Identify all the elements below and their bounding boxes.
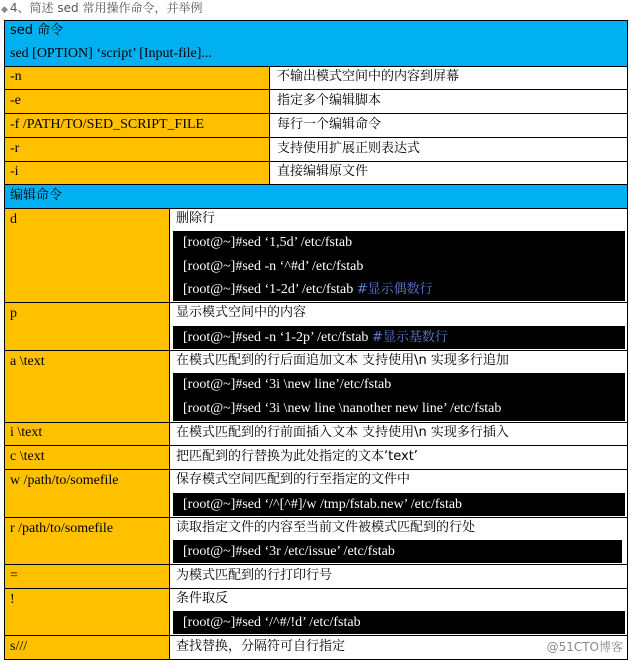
grid-line (4, 659, 628, 660)
code-text: [root@~]#sed ‘1-2d’ /etc/fstab (183, 282, 357, 297)
code-comment: #显示偶数行 (356, 282, 433, 297)
command-cell (4, 445, 169, 469)
grid-line (4, 208, 628, 209)
command-desc: 把匹配到的行替换为此处指定的文本‘text’ (176, 449, 418, 464)
grid-line (4, 588, 628, 589)
option-cell (4, 137, 269, 161)
grid-line (4, 350, 628, 351)
option-desc: 不输出模式空间中的内容到屏幕 (277, 69, 460, 84)
code-comment: #显示基数行 (371, 330, 448, 345)
code-line: [root@~]#sed ‘3r /etc/issue’ /etc/fstab (183, 544, 395, 559)
grid-line (4, 635, 628, 636)
grid-line (4, 517, 628, 518)
command-desc: 查找替换，分隔符可自行指定 (176, 639, 346, 654)
command-cell (4, 635, 169, 659)
command-desc: 删除行 (176, 211, 216, 226)
grid-line (4, 469, 628, 470)
grid-line (4, 89, 628, 90)
command-cell (4, 469, 169, 517)
grid-line (4, 137, 628, 138)
command-cell (4, 422, 169, 445)
grid-line (627, 20, 628, 660)
command-name: a \text (10, 354, 45, 369)
option-cell (4, 113, 269, 137)
option-desc-cell (269, 161, 628, 184)
command-desc-cell (169, 350, 628, 422)
code-line: [root@~]#sed -n ‘^#d’ /etc/fstab (183, 259, 364, 274)
option-cell (4, 89, 269, 113)
command-desc: 在模式匹配到的行后面追加文本 支持使用\n 实现多行追加 (176, 353, 509, 368)
command-desc-cell (169, 302, 628, 350)
command-desc: 为模式匹配到的行打印行号 (176, 568, 333, 583)
command-desc: 条件取反 (176, 591, 229, 606)
grid-line (4, 302, 628, 303)
command-desc-cell (169, 517, 628, 564)
grid-line (4, 564, 628, 565)
code-block (173, 231, 625, 301)
command-desc: 显示模式空间中的内容 (176, 305, 307, 320)
grid-line (4, 20, 5, 660)
command-name: ! (10, 592, 15, 607)
code-line: [root@~]#sed ‘/^[^#]/w /tmp/fstab.new’ /etc/fstab (183, 497, 463, 512)
command-name: = (10, 568, 18, 583)
command-desc-cell (169, 469, 628, 517)
code-block (173, 373, 625, 421)
command-name: c \text (10, 449, 45, 464)
edit-commands-title: 编辑命令 (10, 188, 63, 203)
sed-syntax: sed [OPTION] ‘script’ [Input-file]... (10, 46, 212, 61)
option-name: -e (10, 93, 21, 108)
option-name: -r (10, 141, 20, 156)
code-line: [root@~]#sed ‘3i \new line \nanother new line’ /etc/fstab (183, 401, 502, 416)
grid-line (4, 445, 628, 446)
heading-text: 4、简述 sed 常用操作命令，并举例 (9, 1, 203, 15)
code-text: [root@~]#sed -n ‘1-2p’ /etc/fstab (183, 330, 372, 345)
question-heading (0, 0, 631, 18)
grid-line (269, 66, 270, 184)
command-desc-cell (169, 445, 628, 469)
code-block (173, 611, 625, 634)
option-cell (4, 66, 269, 89)
grid-line (169, 208, 170, 660)
grid-line (4, 184, 628, 185)
command-desc: 保存模式空间匹配到的行至指定的文件中 (176, 472, 411, 487)
option-desc: 指定多个编辑脚本 (277, 93, 382, 108)
code-line: [root@~]#sed ‘1,5d’ /etc/fstab (183, 235, 353, 250)
option-cell (4, 161, 269, 184)
code-line (183, 330, 448, 346)
code-block (173, 540, 622, 563)
code-line (183, 282, 433, 298)
command-desc-cell (169, 588, 628, 635)
command-desc: 读取指定文件的内容至当前文件被模式匹配到的行处 (176, 520, 476, 535)
option-desc: 支持使用扩展正则表达式 (277, 141, 421, 156)
option-name: -f /PATH/TO/SED_SCRIPT_FILE (10, 117, 205, 132)
grid-line (4, 113, 628, 114)
watermark: @51CTO博客 (546, 640, 623, 654)
command-name: i \text (10, 425, 43, 440)
grid-line (4, 66, 628, 67)
edit-commands-header (4, 184, 628, 208)
command-name: r /path/to/somefile (10, 521, 114, 536)
command-cell (4, 517, 169, 564)
anchor-icon: ◆ (1, 5, 8, 15)
grid-line (4, 422, 628, 423)
code-line: [root@~]#sed ‘3i \new line’/etc/fstab (183, 377, 392, 392)
option-desc: 直接编辑原文件 (277, 164, 369, 179)
option-desc: 每行一个编辑命令 (277, 117, 382, 132)
grid-line (4, 20, 628, 21)
command-name: s/// (10, 639, 28, 654)
command-desc-cell (169, 564, 628, 588)
option-name: -n (10, 69, 22, 84)
option-desc-cell (269, 66, 628, 89)
command-cell (4, 208, 169, 302)
code-block (173, 326, 625, 349)
option-desc-cell (269, 89, 628, 113)
command-desc-cell (169, 422, 628, 445)
command-cell (4, 564, 169, 588)
command-cell (4, 588, 169, 635)
command-desc: 在模式匹配到的行前面插入文本 支持使用\n 实现多行插入 (176, 425, 509, 440)
code-line: [root@~]#sed ‘/^#/!d’ /etc/fstab (183, 615, 361, 630)
option-name: -i (10, 164, 19, 179)
option-desc-cell (269, 137, 628, 161)
command-name: d (10, 212, 17, 227)
sed-title: sed 命令 (10, 23, 64, 38)
code-block (173, 493, 625, 516)
command-cell (4, 350, 169, 422)
command-name: w /path/to/somefile (10, 473, 119, 488)
command-cell (4, 302, 169, 350)
command-name: p (10, 306, 17, 321)
option-desc-cell (269, 113, 628, 137)
grid-line (4, 161, 628, 162)
command-desc-cell (169, 208, 628, 302)
sed-header (4, 20, 628, 66)
